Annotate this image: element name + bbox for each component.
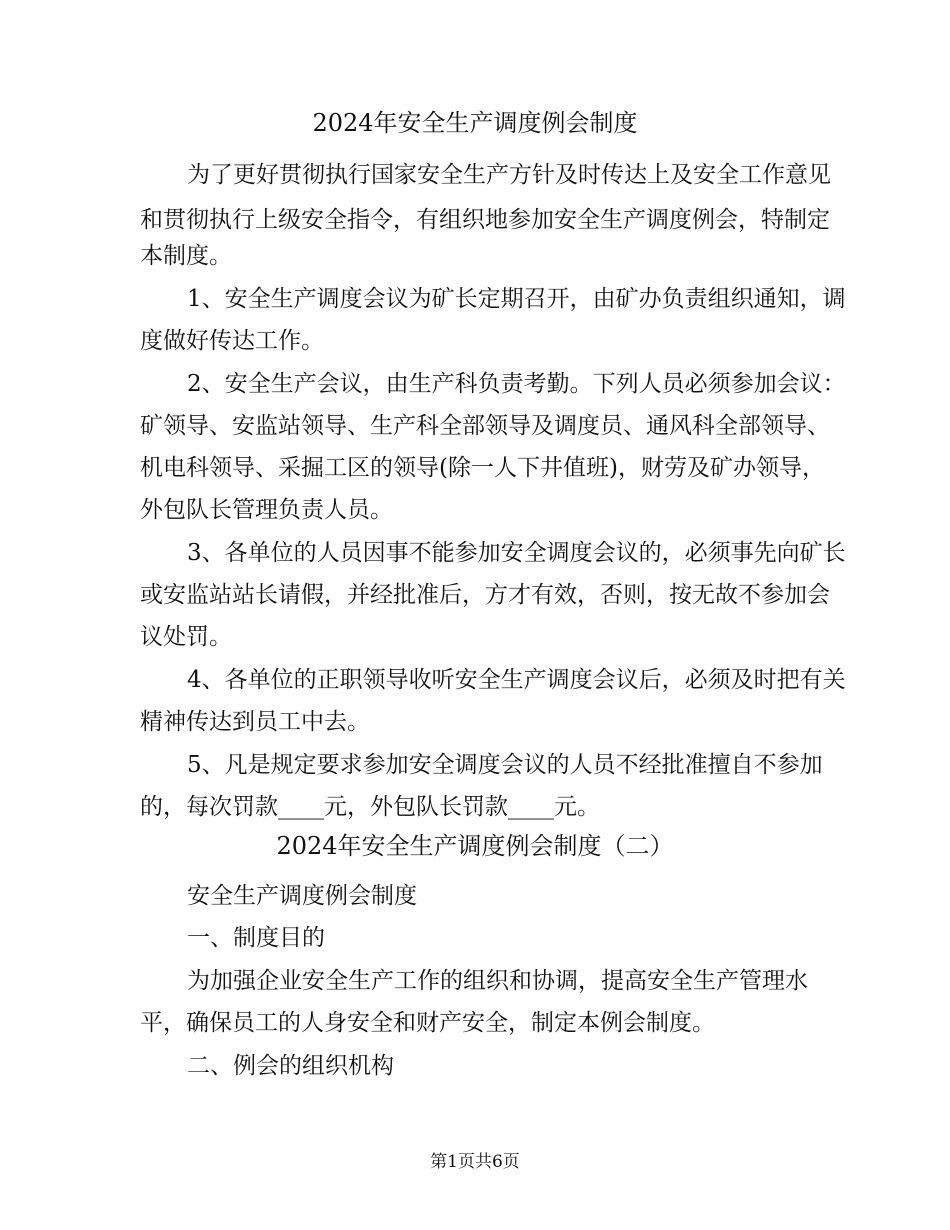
item1-line-1: 1、安全生产调度会议为矿长定期召开，由矿办负责组织通知，调 <box>187 286 846 312</box>
part2-section-1: 一、制度目的 <box>187 925 325 951</box>
part2-heading: 安全生产调度例会制度 <box>187 883 417 909</box>
document-title: 2024年安全生产调度例会制度 <box>312 109 638 137</box>
purpose-line-1: 为加强企业安全生产工作的组织和协调，提高安全生产管理水 <box>187 968 808 994</box>
item2-line-1: 2、安全生产会议，由生产科负责考勤。下列人员必须参加会议： <box>187 371 846 397</box>
item4-line-1: 4、各单位的正职领导收听安全生产调度会议后，必须及时把有关 <box>187 667 846 693</box>
item2-line-4: 外包队长管理负责人员。 <box>140 497 393 523</box>
part2-section-2: 二、例会的组织机构 <box>187 1053 394 1079</box>
section-title-2: 2024年安全生产调度例会制度（二） <box>276 832 674 860</box>
item2-line-2: 矿领导、安监站领导、生产科全部领导及调度员、通风科全部领导、 <box>140 413 830 439</box>
item5-line-2: 的，每次罚款____元，外包队长罚款____元。 <box>140 794 600 820</box>
item5-line-1: 5、凡是规定要求参加安全调度会议的人员不经批准擅自不参加 <box>187 752 823 778</box>
item2-line-3: 机电科领导、采掘工区的领导(除一人下井值班)，财劳及矿办领导， <box>140 455 825 481</box>
item3-line-3: 议处罚。 <box>140 624 232 650</box>
item1-line-2: 度做好传达工作。 <box>140 328 324 354</box>
page-footer: 第1页共6页 <box>430 1152 520 1172</box>
item3-line-1: 3、各单位的人员因事不能参加安全调度会议的，必须事先向矿长 <box>187 540 846 566</box>
item3-line-2: 或安监站站长请假，并经批准后，方才有效，否则，按无故不参加会 <box>140 582 830 608</box>
intro-line-3: 本制度。 <box>140 243 232 269</box>
intro-line-2: 和贯彻执行上级安全指令，有组织地参加安全生产调度例会，特制定 <box>140 207 830 233</box>
purpose-line-2: 平，确保员工的人身安全和财产安全，制定本例会制度。 <box>140 1010 715 1036</box>
item4-line-2: 精神传达到员工中去。 <box>140 709 370 735</box>
intro-line-1: 为了更好贯彻执行国家安全生产方针及时传达上及安全工作意见 <box>187 162 831 188</box>
